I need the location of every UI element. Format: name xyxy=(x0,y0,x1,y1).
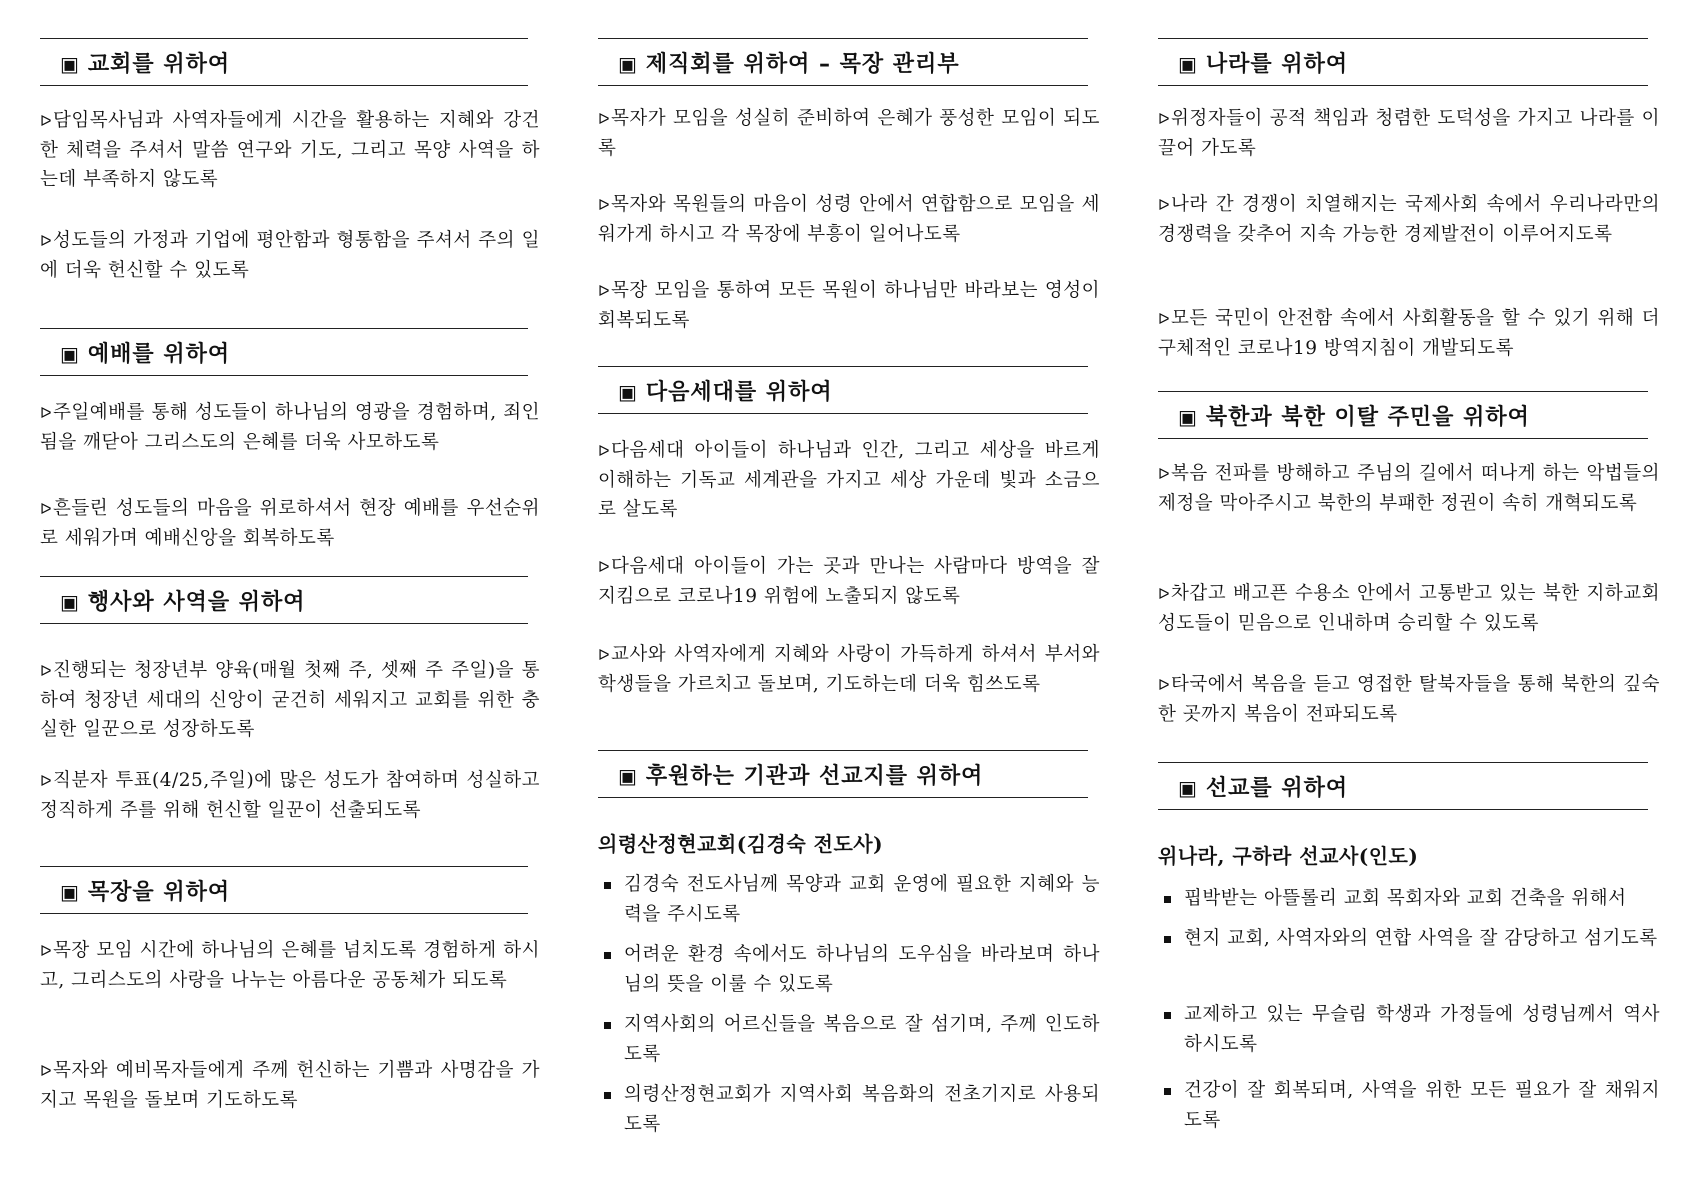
bullet-item-text: 지역사회의 어르신들을 복음으로 잘 섬기며, 주께 인도하도록 xyxy=(624,1014,1100,1065)
bullet-item xyxy=(1158,1076,1660,1136)
prayer-item-text: 목자와 목원들의 마음이 성령 안에서 연합함으로 모임을 세워가게 하시고 각 목장에 부흥이 일어나도록 xyxy=(598,194,1100,245)
triangle-marker-icon: ᐅ xyxy=(598,196,611,214)
section-title xyxy=(1178,400,1530,431)
section-title-text: 북한과 북한 이탈 주민을 위하여 xyxy=(1205,404,1530,430)
triangle-marker-icon: ᐅ xyxy=(40,662,53,680)
bullet-item xyxy=(598,870,1100,930)
prayer-item-text: 교사와 사역자에게 지혜와 사랑이 가득하게 하셔서 부서와 학생들을 가르치고 돌보며, 기도하는데 더욱 힘쓰도록 xyxy=(598,644,1100,695)
prayer-item xyxy=(598,190,1100,249)
bullet-item-text: 의령산정현교회가 지역사회 복음화의 전초기지로 사용되도록 xyxy=(624,1084,1100,1135)
triangle-marker-icon: ᐅ xyxy=(1158,196,1171,214)
bullet-square-icon xyxy=(1164,896,1171,903)
bullet-square-icon xyxy=(1164,1012,1171,1019)
prayer-item-text: 목장 모임 시간에 하나님의 은혜를 넘치도록 경험하게 하시고, 그리스도의 사랑을 나누는 아름다운 공동체가 되도록 xyxy=(40,940,540,991)
prayer-item-text: 흔들린 성도들의 마음을 위로하셔서 현장 예배를 우선순위로 세워가며 예배신앙을 회복하도록 xyxy=(40,498,540,549)
bullet-item-text: 김경숙 전도사님께 목양과 교회 운영에 필요한 지혜와 능력을 주시도록 xyxy=(624,874,1100,925)
square-marker-icon: ▣ xyxy=(1178,404,1198,429)
prayer-item-text: 담임목사님과 사역자들에게 시간을 활용하는 지혜와 강건한 체력을 주셔서 말씀 연구와 기도, 그리고 목양 사역을 하는데 부족하지 않도록 xyxy=(40,110,540,190)
prayer-item xyxy=(40,398,540,457)
bullet-item-text: 핍박받는 아뜰롤리 교회 목회자와 교회 건축을 위해서 xyxy=(1184,888,1627,909)
bullet-item-text: 어려운 환경 속에서도 하나님의 도우심을 바라보며 하나님의 뜻을 이룰 수 있도록 xyxy=(624,944,1100,995)
bullet-item-text: 교제하고 있는 무슬림 학생과 가정들에 성령님께서 역사하시도록 xyxy=(1184,1004,1660,1055)
prayer-item-text: 목자가 모임을 성실히 준비하여 은혜가 풍성한 모임이 되도록 xyxy=(598,108,1100,159)
section-header xyxy=(40,576,528,624)
bullet-item xyxy=(598,940,1100,1000)
prayer-item xyxy=(40,936,540,995)
section-title-text: 나라를 위하여 xyxy=(1205,51,1349,77)
bullet-item xyxy=(598,1010,1100,1070)
prayer-item xyxy=(40,1056,540,1115)
triangle-marker-icon: ᐅ xyxy=(40,404,53,422)
triangle-marker-icon: ᐅ xyxy=(40,232,53,250)
bullet-item xyxy=(1158,924,1660,954)
triangle-marker-icon: ᐅ xyxy=(40,112,53,130)
bullet-square-icon xyxy=(604,1092,611,1099)
prayer-item xyxy=(598,640,1100,699)
section-header xyxy=(40,328,528,376)
prayer-item xyxy=(40,226,540,285)
section-header xyxy=(40,866,528,914)
section-title-text: 후원하는 기관과 선교지를 위하여 xyxy=(645,763,984,789)
section-header xyxy=(1158,391,1648,439)
bullet-square-icon xyxy=(1164,936,1171,943)
mission-subtitle: 의령산정현교회(김경숙 전도사) xyxy=(598,832,884,856)
prayer-item-text: 진행되는 청장년부 양육(매월 첫째 주, 셋째 주 주일)을 통하여 청장년 세대의 신앙이 굳건히 세워지고 교회를 위한 충실한 일꾼으로 성장하도록 xyxy=(40,660,540,740)
section-title xyxy=(1178,47,1348,78)
triangle-marker-icon: ᐅ xyxy=(598,646,611,664)
section-title xyxy=(618,759,983,790)
prayer-item xyxy=(598,276,1100,335)
bullet-square-icon xyxy=(1164,1088,1171,1095)
section-title-text: 목장을 위하여 xyxy=(87,879,231,905)
section-title-text: 제직회를 위하여 – 목장 관리부 xyxy=(645,51,960,77)
bullet-item xyxy=(598,1080,1100,1140)
section-title xyxy=(618,47,960,78)
prayer-item xyxy=(1158,459,1660,518)
prayer-item-text: 주일예배를 통해 성도들이 하나님의 영광을 경험하며, 죄인 됨을 깨닫아 그리스도의 은혜를 더욱 사모하도록 xyxy=(40,402,540,453)
prayer-item-text: 다음세대 아이들이 가는 곳과 만나는 사람마다 방역을 잘 지킴으로 코로나19 위험에 노출되지 않도록 xyxy=(598,556,1100,607)
section-title-text: 다음세대를 위하여 xyxy=(645,379,833,405)
prayer-item-text: 다음세대 아이들이 하나님과 인간, 그리고 세상을 바르게 이해하는 기독교 세계관을 가지고 세상 가운데 빛과 소금으로 살도록 xyxy=(598,440,1100,520)
bullet-item-text: 현지 교회, 사역자와의 연합 사역을 잘 감당하고 섬기도록 xyxy=(1184,928,1658,949)
prayer-item-text: 타국에서 복음을 듣고 영접한 탈북자들을 통해 북한의 깊숙한 곳까지 복음이 전파되도록 xyxy=(1158,674,1660,725)
prayer-item xyxy=(40,106,540,194)
triangle-marker-icon: ᐅ xyxy=(598,442,611,460)
section-title xyxy=(60,875,230,906)
section-title xyxy=(1178,771,1348,802)
prayer-item xyxy=(1158,579,1660,638)
section-title xyxy=(60,585,306,616)
square-marker-icon: ▣ xyxy=(618,51,638,76)
mission-subtitle: 위나라, 구하라 선교사(인도) xyxy=(1158,844,1419,868)
triangle-marker-icon: ᐅ xyxy=(1158,585,1171,603)
section-title-text: 교회를 위하여 xyxy=(87,51,231,77)
bullet-item xyxy=(1158,1000,1660,1060)
bullet-square-icon xyxy=(604,1022,611,1029)
triangle-marker-icon: ᐅ xyxy=(40,500,53,518)
section-header xyxy=(40,38,528,86)
triangle-marker-icon: ᐅ xyxy=(40,942,53,960)
prayer-item xyxy=(1158,670,1660,729)
prayer-item xyxy=(598,436,1100,524)
prayer-item xyxy=(1158,304,1660,363)
prayer-item xyxy=(598,552,1100,611)
triangle-marker-icon: ᐅ xyxy=(40,772,53,790)
triangle-marker-icon: ᐅ xyxy=(1158,310,1171,328)
prayer-item-text: 복음 전파를 방해하고 주님의 길에서 떠나게 하는 악법들의 제정을 막아주시고 북한의 부패한 정권이 속히 개혁되도록 xyxy=(1158,463,1660,514)
triangle-marker-icon: ᐅ xyxy=(598,282,611,300)
square-marker-icon: ▣ xyxy=(60,51,80,76)
prayer-item xyxy=(1158,190,1660,249)
prayer-item-text: 목자와 예비목자들에게 주께 헌신하는 기쁨과 사명감을 가지고 목원을 돌보며 기도하도록 xyxy=(40,1060,540,1111)
square-marker-icon: ▣ xyxy=(618,763,638,788)
prayer-item-text: 위정자들이 공적 책임과 청렴한 도덕성을 가지고 나라를 이끌어 가도록 xyxy=(1158,108,1660,159)
prayer-item-text: 차갑고 배고픈 수용소 안에서 고통받고 있는 북한 지하교회 성도들이 믿음으로 인내하며 승리할 수 있도록 xyxy=(1158,583,1660,634)
bullet-item xyxy=(1158,884,1660,914)
section-title-text: 예배를 위하여 xyxy=(87,341,231,367)
square-marker-icon: ▣ xyxy=(60,589,80,614)
prayer-item xyxy=(1158,104,1660,163)
prayer-item xyxy=(598,104,1100,163)
section-title xyxy=(618,375,833,406)
square-marker-icon: ▣ xyxy=(618,379,638,404)
section-title-text: 선교를 위하여 xyxy=(1205,775,1349,801)
square-marker-icon: ▣ xyxy=(1178,775,1198,800)
section-header xyxy=(598,750,1088,798)
section-header xyxy=(1158,762,1648,810)
section-title-text: 행사와 사역을 위하여 xyxy=(87,589,306,615)
prayer-item-text: 나라 간 경쟁이 치열해지는 국제사회 속에서 우리나라만의 경쟁력을 갖추어 지속 가능한 경제발전이 이루어지도록 xyxy=(1158,194,1660,245)
prayer-item-text: 직분자 투표(4/25,주일)에 많은 성도가 참여하며 성실하고 정직하게 주를 위해 헌신할 일꾼이 선출되도록 xyxy=(40,770,540,821)
square-marker-icon: ▣ xyxy=(1178,51,1198,76)
triangle-marker-icon: ᐅ xyxy=(1158,110,1171,128)
bullet-square-icon xyxy=(604,882,611,889)
prayer-item xyxy=(40,494,540,553)
bullet-square-icon xyxy=(604,952,611,959)
triangle-marker-icon: ᐅ xyxy=(598,558,611,576)
section-title xyxy=(60,337,230,368)
triangle-marker-icon: ᐅ xyxy=(1158,676,1171,694)
prayer-item-text: 목장 모임을 통하여 모든 목원이 하나님만 바라보는 영성이 회복되도록 xyxy=(598,280,1100,331)
section-header xyxy=(1158,38,1648,86)
section-header xyxy=(598,366,1088,414)
triangle-marker-icon: ᐅ xyxy=(1158,465,1171,483)
section-title xyxy=(60,47,230,78)
prayer-item-text: 모든 국민이 안전함 속에서 사회활동을 할 수 있기 위해 더 구체적인 코로나19 방역지침이 개발되도록 xyxy=(1158,308,1660,359)
square-marker-icon: ▣ xyxy=(60,879,80,904)
section-header xyxy=(598,38,1088,86)
prayer-item-text: 성도들의 가정과 기업에 평안함과 형통함을 주셔서 주의 일에 더욱 헌신할 수 있도록 xyxy=(40,230,540,281)
square-marker-icon: ▣ xyxy=(60,341,80,366)
prayer-item xyxy=(40,766,540,825)
bullet-item-text: 건강이 잘 회복되며, 사역을 위한 모든 필요가 잘 채워지도록 xyxy=(1184,1080,1660,1131)
prayer-item xyxy=(40,656,540,744)
triangle-marker-icon: ᐅ xyxy=(40,1062,53,1080)
triangle-marker-icon: ᐅ xyxy=(598,110,611,128)
